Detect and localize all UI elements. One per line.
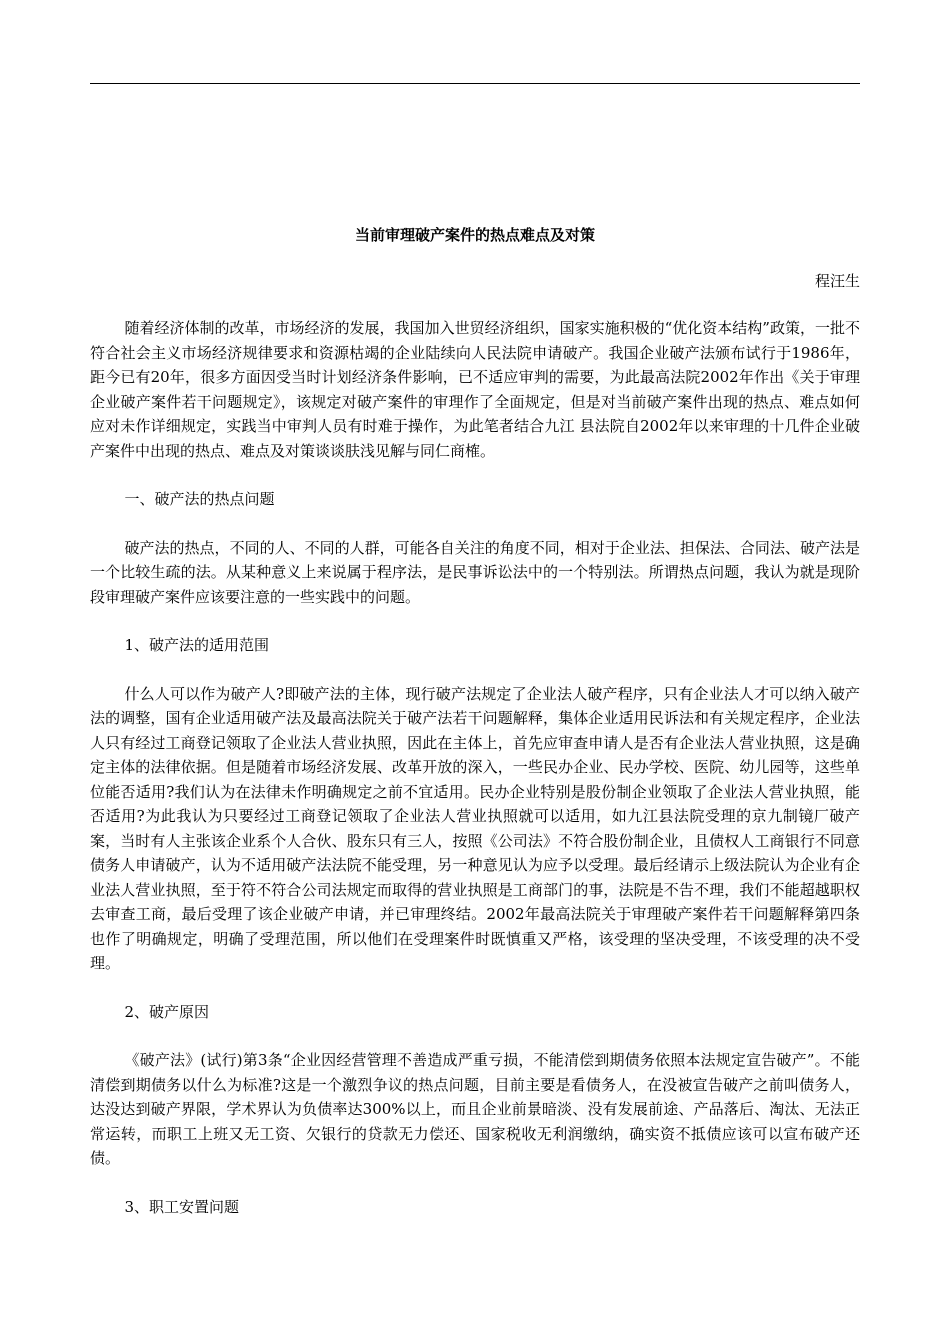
body-paragraph: 《破产法》(试行)第3条“企业因经营管理不善造成严重亏损，不能清偿到期债务依照本法规定宣告破产”。不能清偿到期债务以什么为标准?这是一个激烈争议的热点问题，目前主要是看债务人，在没被宣告破产之前叫债务人，达没达到破产界限，学术界认为负债率达300%以上，而且企业前景暗淡、没有发展前途、产品落后、淘汰、无法正常运转，而职工上班又无工资、欠银行的贷款无力偿还、国家税收无利润缴纳，确实资不抵债应该可以宣布破产还债。	[90, 1051, 860, 1167]
body-paragraph: 什么人可以作为破产人?即破产法的主体，现行破产法规定了企业法人破产程序，只有企业法人才可以纳入破产法的调整，国有企业适用破产法及最高法院关于破产法若干问题解释，集体企业适用民诉法和有关规定程序，企业法人只有经过工商登记领取了企业法人营业执照，因此在主体上，首先应审查申请人是否有企业法人营业执照，这是确定主体的法律依据。但是随着市场经济发展、改革开放的深入，一些民办企业、民办学校、医院、幼儿园等，这些单位能否适用?我们认为在法律未作明确规定之前不宜适用。民办企业特别是股份制企业领取了企业法人营业执照，能否适用?为此我认为只要经过工商登记领取了企业法人营业执照就可以适用，如九江县法院受理的京九制镜厂破产案，当时有人主张该企业系个人合伙、股东只有三人，按照《公司法》不符合股份制企业，且债权人工商银行不同意债务人申请破产，认为不适用破产法法院不能受理，另一种意见认为应予以受理。最后经请示上级法院认为企业有企业法人营业执照，至于符不符合公司法规定而取得的营业执照是工商部门的事，法院是不告不理，我们不能超越职权去审查工商，最后受理了该企业破产申请，并已审理终结。2002年最高法院关于审理破产案件若干问题解释第四条也作了明确规定，明确了受理范围，所以他们在受理案件时既慎重又严格，该受理的坚决受理，不该受理的决不受理。	[90, 684, 860, 972]
subsection-heading-1: 1、破产法的适用范围	[124, 636, 270, 654]
document-title: 当前审理破产案件的热点难点及对策	[354, 226, 595, 244]
intro-paragraph: 随着经济体制的改革，市场经济的发展，我国加入世贸经济组织，国家实施积极的“优化资本结构”政策，一批不符合社会主义市场经济规律要求和资源枯竭的企业陆续向人民法院申请破产。我国企业破产法颁布试行于1986年，距今已有20年，很多方面因受当时计划经济条件影响，已不适应审判的需要，为此最高法院2002年作出《关于审理企业破产案件若干问题规定》，该规定对破产案件的审理作了全面规定，但是对当前破产案件出现的热点、难点如何应对未作详细规定，实践当中审判人员有时难于操作，为此笔者结合九江 县法院自2002年以来审理的十几件企业破产案件中出现的热点、难点及对策谈谈肤浅见解与同仁商榷。	[90, 319, 860, 460]
header-rule	[90, 83, 860, 84]
subsection-heading-3: 3、职工安置问题	[124, 1197, 240, 1216]
section-heading-1: 一、破产法的热点问题	[124, 490, 275, 508]
subsection-heading-2: 2、破产原因	[124, 1002, 210, 1021]
author-name: 程汪生	[814, 272, 860, 290]
document-body	[90, 316, 860, 1243]
body-paragraph: 破产法的热点，不同的人、不同的人群，可能各自关注的角度不同，相对于企业法、担保法、合同法、破产法是一个比较生疏的法。从某种意义上来说属于程序法，是民事诉讼法中的一个特别法。所谓热点问题，我认为就是现阶段审理破产案件应该要注意的一些实践中的问题。	[90, 538, 860, 606]
